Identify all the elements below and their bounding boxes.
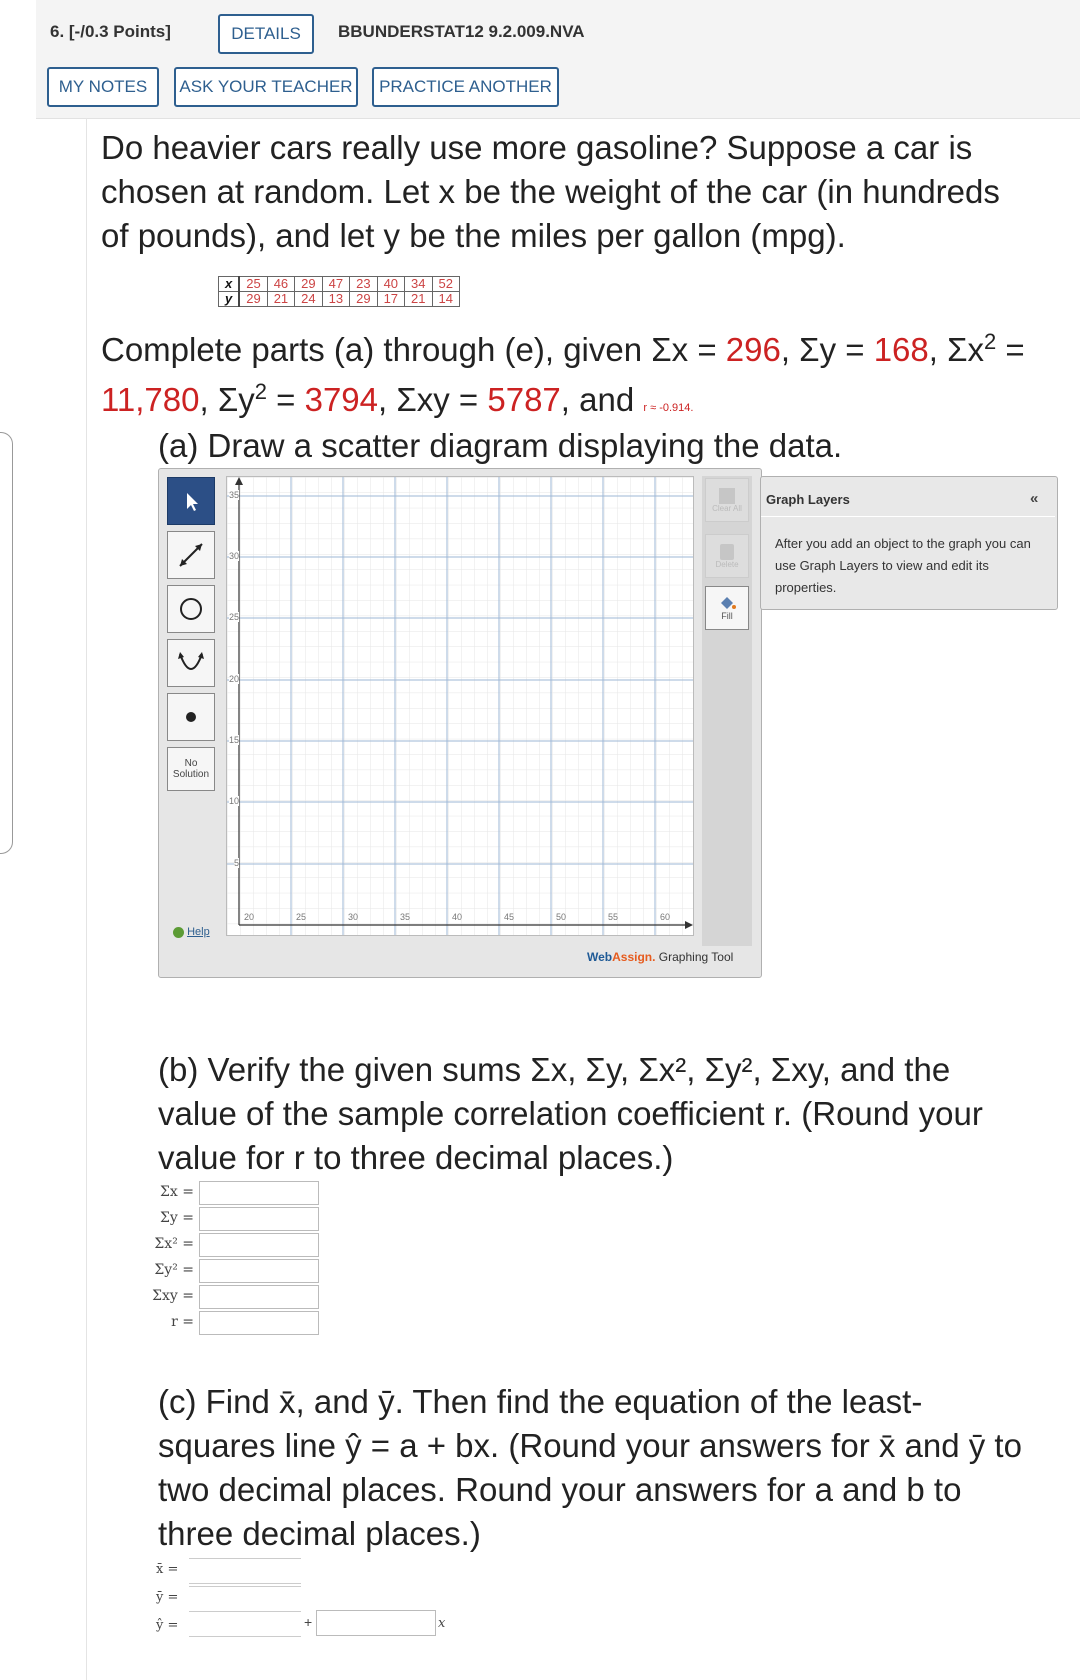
x-header: x — [219, 277, 240, 292]
r-label: r = — [171, 1314, 194, 1330]
part-b-line-3: value for r to three decimal places.) — [158, 1139, 674, 1176]
no-solution-label: No Solution — [172, 758, 210, 780]
clear-all-label: Clear All — [712, 503, 742, 513]
intro-line-1: Do heavier cars really use more gasoline? Suppose a car is — [101, 129, 973, 166]
slope-input[interactable] — [316, 1610, 436, 1636]
square-superscript: 2 — [254, 379, 267, 404]
sum-y-input[interactable] — [199, 1207, 319, 1231]
sum-x2-value: 11,780 — [101, 381, 200, 418]
y-value: 29 — [350, 292, 377, 307]
x-value: 25 — [239, 277, 267, 292]
part-c-line-4: three decimal places.) — [158, 1515, 481, 1552]
circle-tool[interactable] — [167, 585, 215, 633]
x-tick-label: 60 — [660, 912, 671, 922]
help-label: Help — [187, 926, 210, 938]
y-tick-label: 35 — [229, 490, 240, 500]
part-c-line-2: squares line ŷ = a + bx. (Round your answers for x̄ and ȳ to — [158, 1427, 1022, 1464]
select-arrow-tool[interactable] — [167, 477, 215, 525]
data-table — [218, 276, 460, 307]
sum-xy-input[interactable] — [199, 1285, 319, 1309]
sum-y2-input[interactable] — [199, 1259, 319, 1283]
x-tick-label: 40 — [452, 912, 463, 922]
clear-all-icon — [719, 488, 735, 504]
brand-assign: Assign. — [612, 950, 656, 964]
graph-layers-title: Graph Layers — [766, 492, 850, 507]
delete-label: Delete — [715, 559, 739, 569]
circle-icon — [174, 592, 208, 626]
square-superscript: 2 — [984, 329, 997, 354]
intro-line-3: of pounds), and let y be the miles per gallon (mpg). — [101, 217, 846, 254]
plus-sign: + — [304, 1614, 313, 1630]
x-value: 29 — [295, 277, 322, 292]
x-variable: x — [438, 1616, 446, 1631]
given-prefix: Complete parts (a) through (e), given Σx = — [101, 331, 726, 368]
x-value: 34 — [405, 277, 432, 292]
help-icon — [173, 927, 184, 938]
y-value: 14 — [432, 292, 459, 307]
part-c-line-3: two decimal places. Round your answers for a and b to — [158, 1471, 962, 1508]
given-line-1 — [101, 320, 1025, 372]
y-value: 29 — [239, 292, 267, 307]
y-tick-label: 20 — [229, 674, 240, 684]
y-tick-label: 25 — [229, 612, 240, 622]
y-tick-label: 30 — [229, 551, 240, 561]
x-tick-label: 45 — [504, 912, 515, 922]
x-value: 47 — [322, 277, 349, 292]
y-value: 21 — [267, 292, 294, 307]
x-tick-label: 35 — [400, 912, 411, 922]
clear-all-button[interactable] — [705, 478, 749, 522]
question-left-rule — [86, 118, 87, 1680]
x-tick-label: 50 — [556, 912, 567, 922]
brand-tool: Graphing Tool — [655, 950, 734, 964]
sum-y2-value: 3794 — [304, 381, 379, 418]
given-sep: , Σx — [928, 331, 984, 368]
line-segment-icon — [174, 538, 208, 572]
point-icon — [174, 700, 208, 734]
points-label: 6. [-/0.3 Points] — [50, 22, 171, 41]
y-value: 24 — [295, 292, 322, 307]
brand-web: Web — [587, 950, 613, 964]
paint-bucket-icon — [718, 595, 736, 611]
given-sep: = — [266, 381, 305, 418]
given-sep: , Σy = — [780, 331, 874, 368]
help-link[interactable] — [173, 926, 210, 938]
sum-y2-label: Σy² = — [154, 1262, 194, 1278]
graph-layers-divider — [761, 516, 1055, 517]
x-tick-label: 20 — [244, 912, 255, 922]
y-row — [219, 292, 460, 307]
delete-button[interactable] — [705, 534, 749, 578]
graph-area[interactable] — [226, 476, 694, 936]
x-value: 40 — [377, 277, 404, 292]
ybar-label: ȳ = — [156, 1590, 179, 1605]
problem-id: BBUNDERSTAT12 9.2.009.NVA — [338, 22, 585, 41]
y-header: y — [219, 292, 240, 307]
graph-layers-help-text: After you add an object to the graph you can use Graph Layers to view and edit its properties. — [775, 536, 1031, 595]
y-value: 21 — [405, 292, 432, 307]
point-tool[interactable] — [167, 693, 215, 741]
sum-x-input[interactable] — [199, 1181, 319, 1205]
pointer-icon — [180, 490, 202, 512]
r-input[interactable] — [199, 1311, 319, 1335]
intercept-input[interactable] — [189, 1612, 301, 1637]
parabola-tool[interactable] — [167, 639, 215, 687]
practice-another-button[interactable]: PRACTICE ANOTHER — [372, 67, 559, 107]
xbar-label: x̄ = — [156, 1562, 179, 1577]
graph-grid — [227, 477, 693, 935]
fill-button[interactable] — [705, 586, 749, 630]
ask-teacher-button[interactable]: ASK YOUR TEACHER — [174, 67, 358, 107]
y-value: 13 — [322, 292, 349, 307]
y-tick-label: 15 — [229, 735, 240, 745]
x-row — [219, 277, 460, 292]
webassign-brand — [587, 950, 733, 964]
parabola-icon — [174, 646, 208, 680]
part-c-line-1: (c) Find x̄, and ȳ. Then find the equation of the least- — [158, 1383, 923, 1420]
y-value: 17 — [377, 292, 404, 307]
sum-x-value: 296 — [725, 331, 781, 368]
part-a-label: (a) Draw a scatter diagram displaying the data. — [158, 427, 843, 464]
given-sep: , Σy — [199, 381, 255, 418]
sum-xy-value: 5787 — [487, 381, 561, 418]
ybar-input[interactable] — [189, 1586, 301, 1612]
intro-line-2: chosen at random. Let x be the weight of the car (in hundreds — [101, 173, 1000, 210]
trash-icon — [720, 544, 734, 560]
sum-xy-label: Σxy = — [152, 1288, 194, 1304]
collapse-icon[interactable]: « — [1030, 490, 1039, 507]
no-solution-button[interactable] — [167, 747, 215, 791]
fill-label: Fill — [721, 611, 733, 621]
my-notes-button[interactable]: MY NOTES — [47, 67, 159, 107]
part-b-line-2: value of the sample correlation coefficient r. (Round your — [158, 1095, 983, 1132]
left-edge-bracket — [0, 432, 13, 854]
sum-x-label: Σx = — [160, 1184, 194, 1200]
details-button[interactable]: DETAILS — [218, 14, 314, 54]
given-sep: , and — [560, 381, 644, 418]
sum-x2-label: Σx² = — [154, 1236, 194, 1252]
line-tool[interactable] — [167, 531, 215, 579]
part-b-line-1: (b) Verify the given sums Σx, Σy, Σx², Σy², Σxy, and the — [158, 1051, 951, 1088]
x-tick-label: 55 — [608, 912, 619, 922]
sum-y-value: 168 — [873, 331, 929, 368]
r-note: r ≈ -0.914. — [643, 402, 694, 414]
given-sep: , Σxy = — [378, 381, 488, 418]
x-value: 23 — [350, 277, 377, 292]
x-value: 46 — [267, 277, 294, 292]
x-tick-label: 30 — [348, 912, 359, 922]
given-line-2 — [101, 370, 693, 430]
xbar-input[interactable] — [189, 1558, 301, 1584]
y-tick-label: 5 — [234, 858, 240, 868]
sum-x2-input[interactable] — [199, 1233, 319, 1257]
y-tick-label: 10 — [229, 796, 240, 806]
x-tick-label: 25 — [296, 912, 307, 922]
yhat-label: ŷ = — [156, 1618, 179, 1633]
given-sep: = — [996, 331, 1025, 368]
x-value: 52 — [432, 277, 459, 292]
sum-y-label: Σy = — [160, 1210, 194, 1226]
